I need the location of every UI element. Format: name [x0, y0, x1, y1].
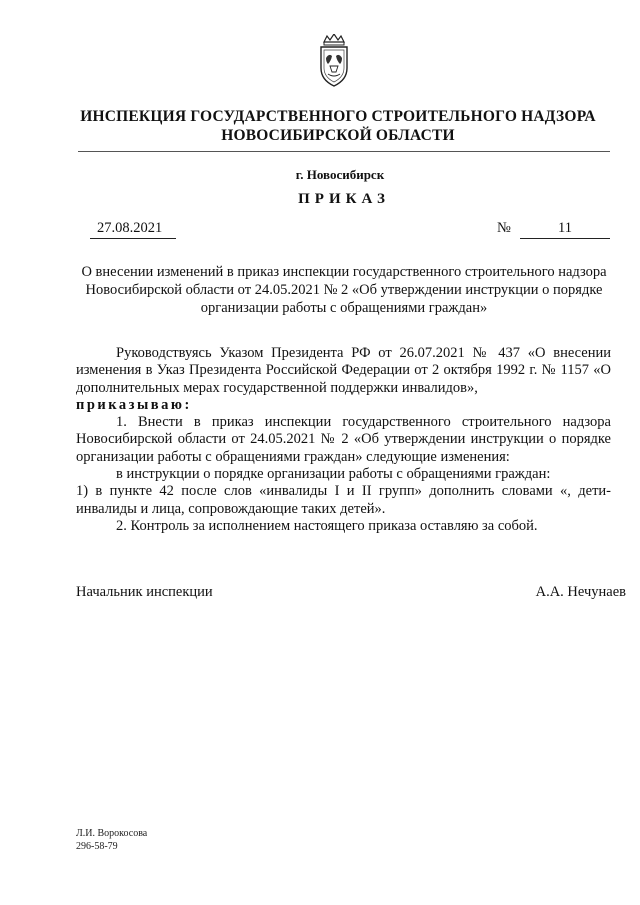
city-label: г. Новосибирск: [295, 167, 385, 182]
executor-phone: 296-58-79: [76, 841, 118, 852]
organization-title-line1: ИНСПЕКЦИЯ ГОСУДАРСТВЕННОГО СТРОИТЕЛЬНОГО НАДЗОРА: [80, 108, 596, 125]
item-1-intro-paragraph: в инструкции о порядке организации работы с обращениями граждан:: [116, 466, 551, 483]
document-subject: О внесении изменений в приказ инспекции государственного строительного надзора Новосибирской области от 24.05.2021 № 2 «Об утверждении инструкции о порядке организации работы с обращениями граждан»: [81, 264, 607, 316]
organization-title-line2: НОВОСИБИРСКОЙ ОБЛАСТИ: [221, 127, 455, 144]
preamble-paragraph: [76, 345, 611, 397]
document-date-field: [90, 220, 176, 239]
signatory-position: Начальник инспекции: [76, 584, 213, 600]
coat-of-arms-icon: [316, 34, 352, 88]
document-date: 27.08.2021: [97, 220, 163, 236]
document-number: 11: [558, 220, 572, 236]
preamble-text: Руководствуясь Указом Президента РФ от 26.07.2021 № 437 «О внесении изменения в Указ Президента Российской Федерации от 2 октября 1992 г. № 1157 «О дополнительных мерах государственной поддержки инвалидов»,: [76, 345, 611, 396]
document-number-field: [520, 220, 610, 239]
document-body: [76, 345, 611, 535]
organization-title: [60, 107, 616, 145]
executor-info: [76, 827, 147, 853]
number-sign: №: [497, 220, 511, 236]
signatory-name: А.А. Нечунаев: [535, 584, 626, 600]
item-1-paragraph: 1. Внести в приказ инспекции государственного строительного надзора Новосибирской области от 24.05.2021 № 2 «Об утверждении инструкции о порядке организации работы с обращениями граждан» следующие изменения:: [76, 414, 611, 465]
item-2-paragraph: 2. Контроль за исполнением настоящего приказа оставляю за собой.: [116, 517, 538, 534]
item-1-sub-1-paragraph: 1) в пункте 42 после слов «инвалиды I и II групп» дополнить словами «, дети-инвалиды и лица, сопровождающие таких детей».: [76, 483, 611, 517]
executor-name: Л.И. Ворокосова: [76, 828, 148, 839]
order-word-text: приказываю:: [76, 396, 192, 413]
order-word: [76, 397, 611, 414]
document-type-title: ПРИКАЗ: [298, 191, 390, 207]
header-divider: [78, 151, 610, 152]
